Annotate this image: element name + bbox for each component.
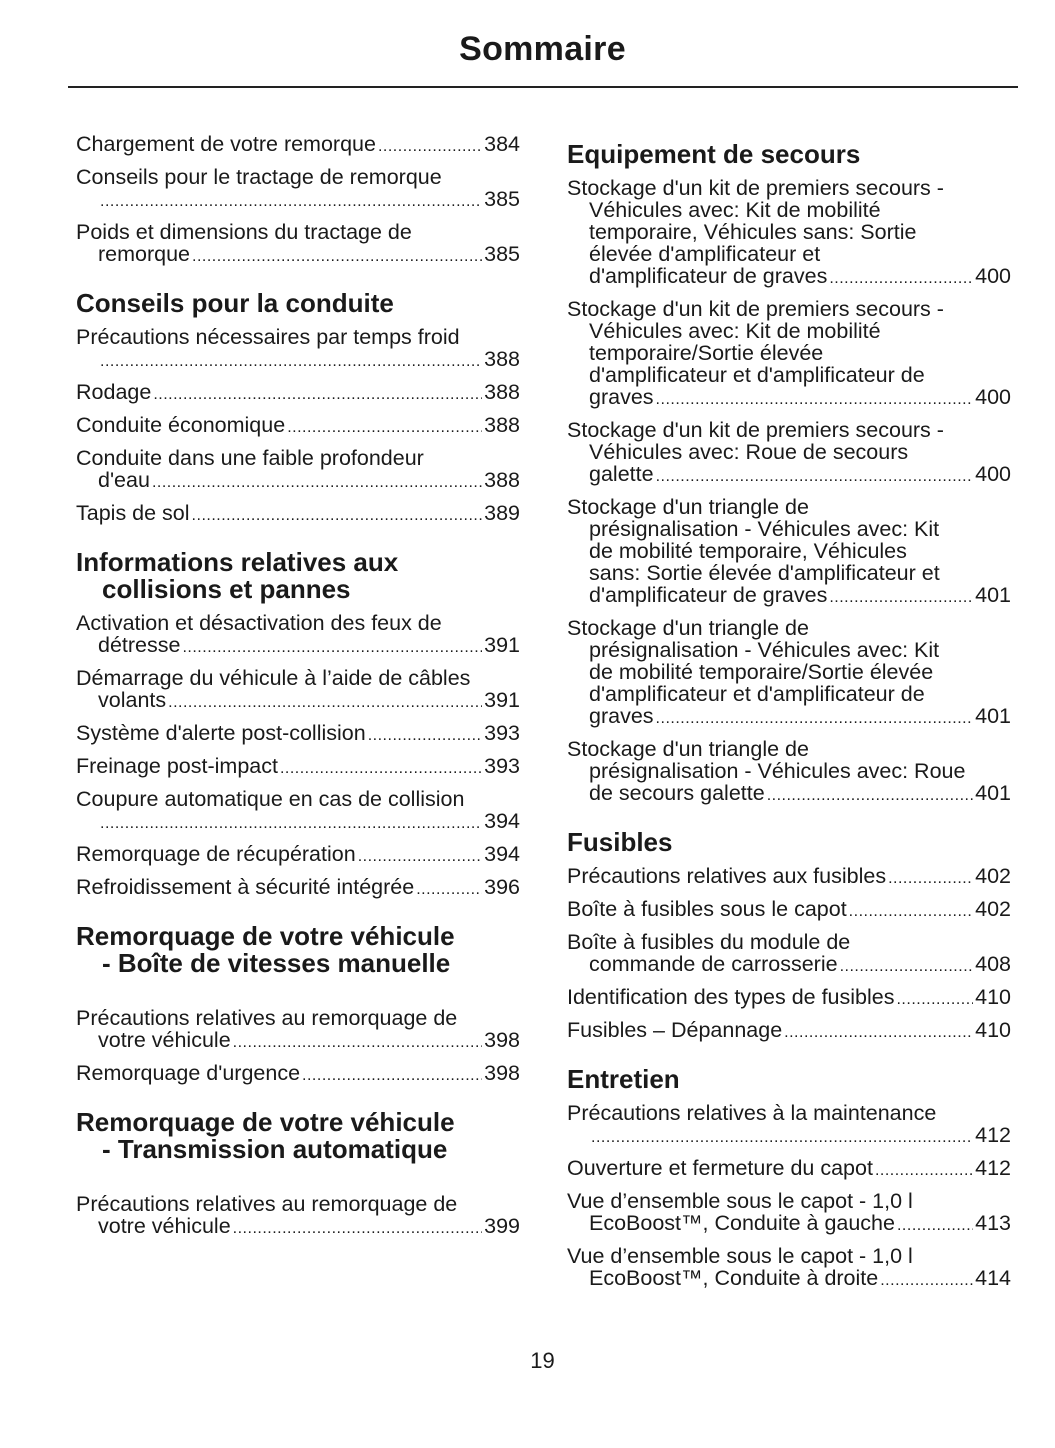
toc-entry-text: Tapis de sol (76, 501, 190, 525)
toc-entry-text: Conduite économique (76, 413, 286, 437)
toc-entry[interactable] (76, 755, 520, 780)
dot-leader (287, 417, 482, 439)
toc-entry-text: Stockage d'un kit de premiers secours - (567, 418, 944, 442)
section-heading (567, 1066, 1011, 1093)
dot-leader (840, 956, 974, 978)
toc-entry-page: 401 (975, 704, 1011, 728)
toc-entry-text: d'amplificateur et d'amplificateur de (589, 363, 925, 387)
toc-entry-text: Précautions relatives au remorquage de (76, 1192, 458, 1216)
toc-entry-page: 412 (975, 1123, 1011, 1147)
toc-entry[interactable] (567, 898, 1011, 923)
toc-entry-text: Poids et dimensions du tractage de (76, 220, 412, 244)
dot-leader (168, 692, 482, 714)
toc-entry-last-line (76, 810, 520, 835)
toc-entry[interactable] (76, 447, 520, 494)
toc-entry-text: Ouverture et fermeture du capot (567, 1156, 873, 1180)
toc-entry[interactable] (76, 326, 520, 373)
toc-entry-text: Refroidissement à sécurité intégrée (76, 875, 415, 899)
dot-leader (767, 785, 973, 807)
toc-entry[interactable] (567, 1190, 1011, 1237)
toc-entry-page: 388 (484, 413, 520, 437)
toc-entry-last-line (76, 414, 520, 439)
toc-entry-text: présignalisation - Véhicules avec: Kit (589, 638, 940, 662)
toc-entry-page: 388 (484, 380, 520, 404)
toc-entry-last-line (567, 584, 1011, 609)
toc-entry-text: Conseils pour le tractage de remorque (76, 165, 442, 189)
toc-entry-text: Stockage d'un triangle de (567, 737, 809, 761)
toc-entry-text: Véhicules avec: Kit de mobilité (589, 319, 881, 343)
toc-entry-text: Stockage d'un triangle de (567, 616, 809, 640)
dot-leader (591, 1127, 973, 1149)
toc-entry-page: 401 (975, 781, 1011, 805)
toc-entry[interactable] (567, 865, 1011, 890)
toc-entry-page: 389 (484, 501, 520, 525)
toc-entry-text: Remorquage de récupération (76, 842, 356, 866)
dot-leader (829, 587, 973, 609)
toc-entry[interactable] (567, 931, 1011, 978)
toc-entry-text: Boîte à fusibles du module de (567, 930, 851, 954)
toc-entry[interactable] (76, 414, 520, 439)
toc-entry-page: 391 (484, 633, 520, 657)
toc-entry-last-line (76, 1029, 520, 1054)
toc-entry-text: Démarrage du véhicule à l’aide de câbles (76, 666, 471, 690)
toc-entry-text: Système d'alerte post-collision (76, 721, 366, 745)
dot-leader (100, 813, 482, 835)
toc-entry-text: Conduite dans une faible profondeur (76, 446, 424, 470)
toc-entry-text: Véhicules avec: Kit de mobilité (589, 198, 881, 222)
toc-entry-page: 401 (975, 583, 1011, 607)
section-heading-line: - Transmission automatique (102, 1134, 448, 1164)
dot-leader (784, 1022, 973, 1044)
section-heading-line: Entretien (567, 1064, 680, 1094)
toc-entry[interactable] (567, 1019, 1011, 1044)
toc-entry-last-line (76, 843, 520, 868)
toc-entry[interactable] (76, 221, 520, 268)
toc-entry-last-line (76, 1062, 520, 1087)
dot-leader (233, 1218, 482, 1240)
toc-entry-page: 402 (975, 897, 1011, 921)
toc-entry-text: présignalisation - Véhicules avec: Kit (589, 517, 940, 541)
toc-entry-text: détresse (98, 633, 181, 657)
toc-section (567, 141, 1011, 807)
toc-entry-last-line (567, 386, 1011, 411)
toc-entry[interactable] (76, 722, 520, 747)
toc-entry-text: temporaire/Sortie élevée (589, 341, 824, 365)
toc-entry-page: 412 (975, 1156, 1011, 1180)
dot-leader (233, 1032, 482, 1054)
dot-leader (829, 268, 973, 290)
toc-entry-last-line (567, 782, 1011, 807)
page-number: 19 (530, 1348, 555, 1373)
toc-entry-text: galette (589, 462, 654, 486)
toc-entry-text: d'amplificateur et d'amplificateur de (589, 682, 925, 706)
toc-entry[interactable] (76, 502, 520, 527)
toc-section (567, 829, 1011, 1044)
toc-entry[interactable] (76, 166, 520, 213)
section-heading-line: Conseils pour la conduite (76, 288, 394, 318)
toc-entry-last-line (567, 705, 1011, 730)
section-heading-line: Equipement de secours (567, 139, 861, 169)
toc-section (567, 1066, 1011, 1292)
toc-entry-last-line (76, 243, 520, 268)
toc-entry-last-line (76, 1215, 520, 1240)
toc-entry-page: 385 (484, 187, 520, 211)
toc-entry-text: volants (98, 688, 167, 712)
toc-entry-text: Identification des types de fusibles (567, 985, 895, 1009)
toc-entry-last-line (567, 1124, 1011, 1149)
dot-leader (182, 637, 482, 659)
toc-entry[interactable] (76, 843, 520, 868)
toc-section (76, 290, 520, 527)
toc-entry-text: d'eau (98, 468, 150, 492)
toc-entry-text: Activation et désactivation des feux de (76, 611, 442, 635)
toc-section (76, 1109, 520, 1240)
toc-entry-last-line (76, 755, 520, 780)
dot-leader (875, 1160, 973, 1182)
toc-entry-last-line (76, 133, 520, 158)
toc-entry-last-line (567, 1267, 1011, 1292)
toc-entry-text: sans: Sortie élevée d'amplificateur et (589, 561, 940, 585)
toc-entry[interactable] (567, 738, 1011, 807)
toc-entry-page: 391 (484, 688, 520, 712)
toc-entry-last-line (567, 1212, 1011, 1237)
section-heading (76, 549, 520, 603)
toc-entry-text: présignalisation - Véhicules avec: Roue (589, 759, 966, 783)
toc-entry-text: EcoBoost™, Conduite à gauche (589, 1211, 895, 1235)
toc-entry-last-line (567, 463, 1011, 488)
dot-leader (656, 708, 974, 730)
toc-entry-text: Stockage d'un triangle de (567, 495, 809, 519)
toc-entry[interactable] (567, 986, 1011, 1011)
toc-entry-text: Stockage d'un kit de premiers secours - (567, 297, 944, 321)
toc-entry-text: Remorquage d'urgence (76, 1061, 301, 1085)
section-heading (76, 1109, 520, 1163)
toc-entry-text: de mobilité temporaire/Sortie élevée (589, 660, 934, 684)
toc-entry-text: de mobilité temporaire, Véhicules (589, 539, 907, 563)
dot-leader (896, 989, 973, 1011)
section-heading (76, 923, 520, 977)
toc-entry-page: 414 (975, 1266, 1011, 1290)
dot-leader (192, 246, 482, 268)
toc-entry-page: 394 (484, 842, 520, 866)
dot-leader (153, 384, 482, 406)
toc-entry-text: Fusibles – Dépannage (567, 1018, 783, 1042)
toc-entry[interactable] (76, 667, 520, 714)
toc-column-left (76, 133, 520, 1262)
section-heading-line: Fusibles (567, 827, 673, 857)
toc-entry-text: Précautions relatives à la maintenance (567, 1101, 937, 1125)
toc-entry-text: graves (589, 385, 654, 409)
toc-section (76, 923, 520, 1087)
toc-entry[interactable] (567, 177, 1011, 290)
toc-entry-text: EcoBoost™, Conduite à droite (589, 1266, 879, 1290)
toc-section (76, 549, 520, 901)
section-heading (567, 141, 1011, 168)
toc-entry-last-line (567, 1157, 1011, 1182)
toc-entry-last-line (567, 986, 1011, 1011)
toc-entry[interactable] (76, 876, 520, 901)
toc-entry-last-line (76, 188, 520, 213)
toc-entry-text: d'amplificateur de graves (589, 264, 828, 288)
toc-entry-page: 393 (484, 721, 520, 745)
toc-entry-text: Précautions relatives aux fusibles (567, 864, 887, 888)
toc-entry-page: 394 (484, 809, 520, 833)
toc-entry-text: temporaire, Véhicules sans: Sortie (589, 220, 917, 244)
dot-leader (656, 389, 974, 411)
toc-entry[interactable] (76, 133, 520, 158)
toc-entry-text: Coupure automatique en cas de collision (76, 787, 465, 811)
toc-entry-text: Vue d’ensemble sous le capot - 1,0 l (567, 1244, 913, 1268)
section-heading-line: collisions et pannes (102, 574, 351, 604)
toc-entry[interactable] (567, 617, 1011, 730)
toc-entry-last-line (567, 898, 1011, 923)
toc-entry-page: 393 (484, 754, 520, 778)
dot-leader (378, 136, 482, 158)
toc-entry[interactable] (76, 788, 520, 835)
toc-entry-page: 402 (975, 864, 1011, 888)
dot-leader (152, 472, 482, 494)
toc-entry-text: Stockage d'un kit de premiers secours - (567, 176, 944, 200)
toc-entry-page: 396 (484, 875, 520, 899)
toc-entry-text: votre véhicule (98, 1214, 231, 1238)
toc-entry-page: 398 (484, 1061, 520, 1085)
dot-leader (888, 868, 973, 890)
dot-leader (358, 846, 482, 868)
toc-entry-text: de secours galette (589, 781, 765, 805)
toc-entry[interactable] (567, 1245, 1011, 1292)
toc-entry-page: 385 (484, 242, 520, 266)
toc-entry[interactable] (567, 1157, 1011, 1182)
dot-leader (880, 1270, 973, 1292)
toc-entry-page: 384 (484, 132, 520, 156)
section-heading-line: Informations relatives aux (76, 547, 399, 577)
section-heading-line: Remorquage de votre véhicule (76, 921, 455, 951)
toc-entry-page: 400 (975, 264, 1011, 288)
toc-entry-text: Précautions nécessaires par temps froid (76, 325, 460, 349)
dot-leader (656, 466, 974, 488)
toc-entry-text: Freinage post-impact (76, 754, 278, 778)
toc-entry-page: 410 (975, 985, 1011, 1009)
toc-entry-text: d'amplificateur de graves (589, 583, 828, 607)
toc-entry-last-line (76, 722, 520, 747)
dot-leader (849, 901, 973, 923)
toc-entry-text: votre véhicule (98, 1028, 231, 1052)
section-heading (567, 829, 1011, 856)
toc-entry-page: 413 (975, 1211, 1011, 1235)
toc-entry-page: 388 (484, 347, 520, 371)
section-heading-line: Remorquage de votre véhicule (76, 1107, 455, 1137)
toc-entry-page: 399 (484, 1214, 520, 1238)
toc-entry-last-line (76, 634, 520, 659)
toc-entry-last-line (567, 865, 1011, 890)
toc-entry-last-line (76, 469, 520, 494)
toc-entry-page: 400 (975, 385, 1011, 409)
toc-entry-last-line (567, 1019, 1011, 1044)
dot-leader (100, 351, 482, 373)
toc-entry-text: commande de carrosserie (589, 952, 838, 976)
toc-entry-text: Précautions relatives au remorquage de (76, 1006, 458, 1030)
toc-entry-text: Chargement de votre remorque (76, 132, 376, 156)
section-heading (76, 290, 520, 317)
toc-entry-last-line (76, 348, 520, 373)
dot-leader (100, 191, 482, 213)
title-divider (68, 86, 1018, 88)
toc-entry[interactable] (567, 419, 1011, 488)
toc-entry[interactable] (567, 496, 1011, 609)
toc-entry-text: Véhicules avec: Roue de secours (589, 440, 909, 464)
toc-entry[interactable] (76, 612, 520, 659)
toc-entry-last-line (567, 265, 1011, 290)
toc-entry[interactable] (76, 381, 520, 406)
toc-entry[interactable] (76, 1007, 520, 1054)
toc-entry-text: Vue d’ensemble sous le capot - 1,0 l (567, 1189, 913, 1213)
dot-leader (280, 758, 482, 780)
dot-leader (897, 1215, 973, 1237)
toc-entry[interactable] (567, 298, 1011, 411)
toc-entry-text: graves (589, 704, 654, 728)
toc-entry-last-line (76, 502, 520, 527)
toc-entry-last-line (567, 953, 1011, 978)
toc-column-right (567, 133, 1011, 1314)
toc-entry-page: 388 (484, 468, 520, 492)
dot-leader (302, 1065, 482, 1087)
toc-entry-last-line (76, 876, 520, 901)
section-heading-line: - Boîte de vitesses manuelle (102, 948, 451, 978)
toc-section (76, 133, 520, 268)
toc-entry-text: élevée d'amplificateur et (589, 242, 821, 266)
dot-leader (416, 879, 482, 901)
toc-entry-page: 398 (484, 1028, 520, 1052)
toc-entry-text: Rodage (76, 380, 152, 404)
dot-leader (368, 725, 482, 747)
toc-entry[interactable] (567, 1102, 1011, 1149)
toc-entry-page: 400 (975, 462, 1011, 486)
toc-entry-text: remorque (98, 242, 191, 266)
toc-entry-last-line (76, 381, 520, 406)
toc-entry-page: 410 (975, 1018, 1011, 1042)
toc-entry[interactable] (76, 1062, 520, 1087)
toc-entry-page: 408 (975, 952, 1011, 976)
dot-leader (192, 505, 483, 527)
toc-entry[interactable] (76, 1193, 520, 1240)
toc-entry-text: Boîte à fusibles sous le capot (567, 897, 847, 921)
page-title: Sommaire (459, 30, 626, 68)
toc-entry-last-line (76, 689, 520, 714)
